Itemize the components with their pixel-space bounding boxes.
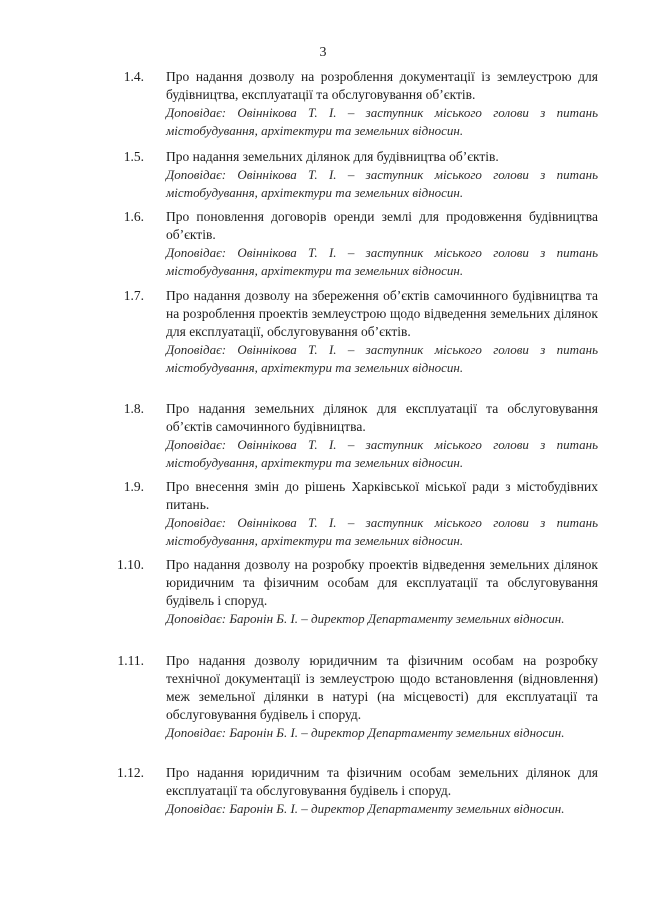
item-number: 1.7. (123, 288, 144, 303)
agenda-item-1-12 (100, 764, 600, 818)
item-title: Про надання дозволу на розробку проектів відведення земельних ділянок юридичним та фізичним особам для експлуатації та обслуговування будівель і споруд. (166, 557, 598, 608)
item-number: 1.12. (117, 765, 144, 780)
item-title: Про внесення змін до рішень Харківської міської ради з містобудівних питань. (166, 479, 598, 512)
agenda-item-1-8 (100, 400, 600, 472)
item-number: 1.9. (123, 479, 144, 494)
agenda-item-1-7 (100, 287, 600, 377)
item-title: Про надання дозволу на збереження об’єктів самочинного будівництва та на розроблення проектів землеустрою щодо відведення земельних ділянок для експлуатації, обслуговування об’єктів. (166, 288, 598, 339)
item-number: 1.4. (123, 69, 144, 84)
agenda-item-1-4 (100, 68, 600, 140)
item-number: 1.5. (123, 149, 144, 164)
item-speaker: Доповідає: Баронін Б. І. – директор Департаменту земельних відносин. (166, 725, 565, 740)
item-title: Про надання земельних ділянок для експлуатації та обслуговування об’єктів самочинного будівництва. (166, 401, 598, 434)
item-speaker: Доповідає: Баронін Б. І. – директор Департаменту земельних відносин. (166, 611, 565, 626)
item-speaker: Доповідає: Овіннікова Т. І. – заступник міського голови з питань містобудування, архітектури та земельних відносин. (166, 167, 598, 200)
agenda-item-1-9 (100, 478, 600, 550)
item-number: 1.11. (117, 653, 144, 668)
item-speaker: Доповідає: Овіннікова Т. І. – заступник міського голови з питань містобудування, архітектури та земельних відносин. (166, 245, 598, 278)
item-title: Про надання дозволу юридичним та фізичним особам на розробку технічної документації із землеустрою щодо встановлення (відновлення) меж земельної ділянки в натурі (на місцевості) для експлуатації та обслуговування будівель і споруд. (166, 653, 598, 722)
item-title: Про надання дозволу на розроблення документації із землеустрою для будівництва, експлуатації та обслуговування об’єктів. (166, 69, 598, 102)
item-speaker: Доповідає: Овіннікова Т. І. – заступник міського голови з питань містобудування, архітектури та земельних відносин. (166, 342, 598, 375)
item-number: 1.8. (123, 401, 144, 416)
item-number: 1.6. (123, 209, 144, 224)
page-number: 3 (319, 45, 327, 60)
item-speaker: Доповідає: Овіннікова Т. І. – заступник міського голови з питань містобудування, архітектури та земельних відносин. (166, 437, 598, 470)
item-title: Про надання юридичним та фізичним особам земельних ділянок для експлуатації та обслуговування будівель і споруд. (166, 765, 598, 798)
agenda-item-1-10 (100, 556, 600, 628)
agenda-item-1-6 (100, 208, 600, 280)
item-speaker: Доповідає: Овіннікова Т. І. – заступник міського голови з питань містобудування, архітектури та земельних відносин. (166, 105, 598, 138)
item-title: Про поновлення договорів оренди землі для продовження будівництва об’єктів. (166, 209, 598, 242)
item-speaker: Доповідає: Овіннікова Т. І. – заступник міського голови з питань містобудування, архітектури та земельних відносин. (166, 515, 598, 548)
agenda-item-1-11 (100, 652, 600, 742)
item-title: Про надання земельних ділянок для будівництва об’єктів. (166, 149, 499, 164)
agenda-item-1-5 (100, 148, 600, 202)
item-speaker: Доповідає: Баронін Б. І. – директор Департаменту земельних відносин. (166, 801, 565, 816)
item-number: 1.10. (117, 557, 144, 572)
